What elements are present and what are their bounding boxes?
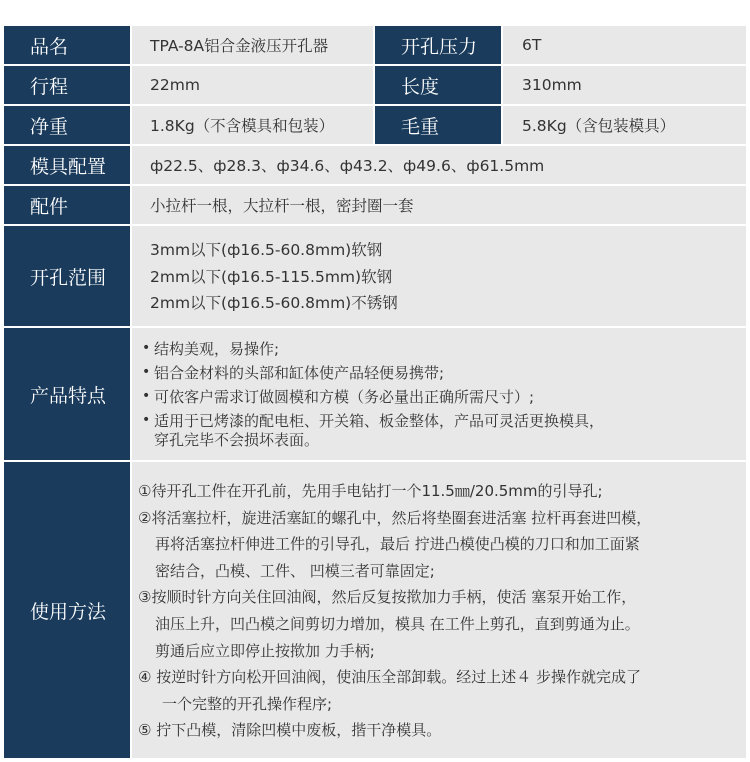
label-usage: 使用方法 [4,462,130,758]
value-accessories: 小拉杆一根，大拉杆一根，密封圈一套 [132,186,746,224]
label-name: 品名 [4,26,130,64]
range-line: 3mm以下(ф16.5-60.8mm)软钢 [150,241,383,260]
value-gross-weight: 5.8Kg（含包装模具） [503,106,746,144]
usage-line: 油压上升，凹凸模之间剪切力增加，模具 在工件上剪孔，直到剪通为止。 [155,615,640,633]
range-line: 2mm以下(ф16.5-60.8mm)不锈钢 [150,294,398,313]
usage-line: ①待开孔工件在开孔前，先用手电钻打一个11.5㎜/20.5mm的引导孔; [138,482,603,501]
usage-line: 密结合，凸模、工件、 凹模三者可靠固定; [155,561,435,580]
label-pressure: 开孔压力 [375,26,501,64]
range-line: 2mm以下(ф16.5-115.5mm)软钢 [150,267,393,286]
feature-item: • 可依客户需求订做圆模和方模（务必量出正确所需尺寸）; [143,385,534,409]
value-features [132,328,746,460]
value-usage [132,462,746,758]
label-dies: 模具配置 [4,146,130,184]
usage-line: ②将活塞拉杆，旋进活塞缸的螺孔中，然后将垫圈套进活塞 拉杆再套进凹模， [138,508,652,527]
usage-line: ④ 按逆时针方向松开回油阀，使油压全部卸载。经过上述４ 步操作就完成了 [138,668,641,687]
label-length: 长度 [375,66,501,104]
usage-line: 剪通后应立即停止按揿加 力手柄; [155,641,375,660]
value-net-weight: 1.8Kg（不含模具和包装） [132,106,373,144]
usage-line: ③按顺时针方向关住回油阀，然后反复按揿加力手柄，使活 塞泵开始工作， [138,588,637,607]
feature-item: • 铝合金材料的头部和缸体使产品轻便易携带; [143,361,444,385]
feature-item-continuation: 穿孔完毕不会损坏表面。 [154,430,320,449]
value-range [132,226,746,326]
label-accessories: 配件 [4,186,130,224]
label-net-weight: 净重 [4,106,130,144]
value-dies: ф22.5、ф28.3、ф34.6、ф43.2、ф49.6、ф61.5mm [132,146,746,184]
label-stroke: 行程 [4,66,130,104]
feature-item: • 结构美观，易操作; [143,337,279,361]
value-name: TPA-8A铝合金液压开孔器 [132,26,373,64]
usage-line: ⑤ 拧下凸模，清除凹模中废板，揩干净模具。 [138,721,442,740]
label-gross-weight: 毛重 [375,106,501,144]
value-stroke: 22mm [132,66,373,104]
feature-item: • 适用于已烤漆的配电柜、开关箱、板金整体，产品可灵活更换模具， [143,409,604,433]
usage-line: 一个完整的开孔操作程序; [162,694,333,713]
value-length: 310mm [503,66,746,104]
usage-line: 再将活塞拉杆伸进工件的引导孔，最后 拧进凸模使凸模的刀口和加工面紧 [155,535,640,554]
label-features: 产品特点 [4,328,130,460]
value-pressure: 6T [503,26,746,64]
label-range: 开孔范围 [4,226,130,326]
